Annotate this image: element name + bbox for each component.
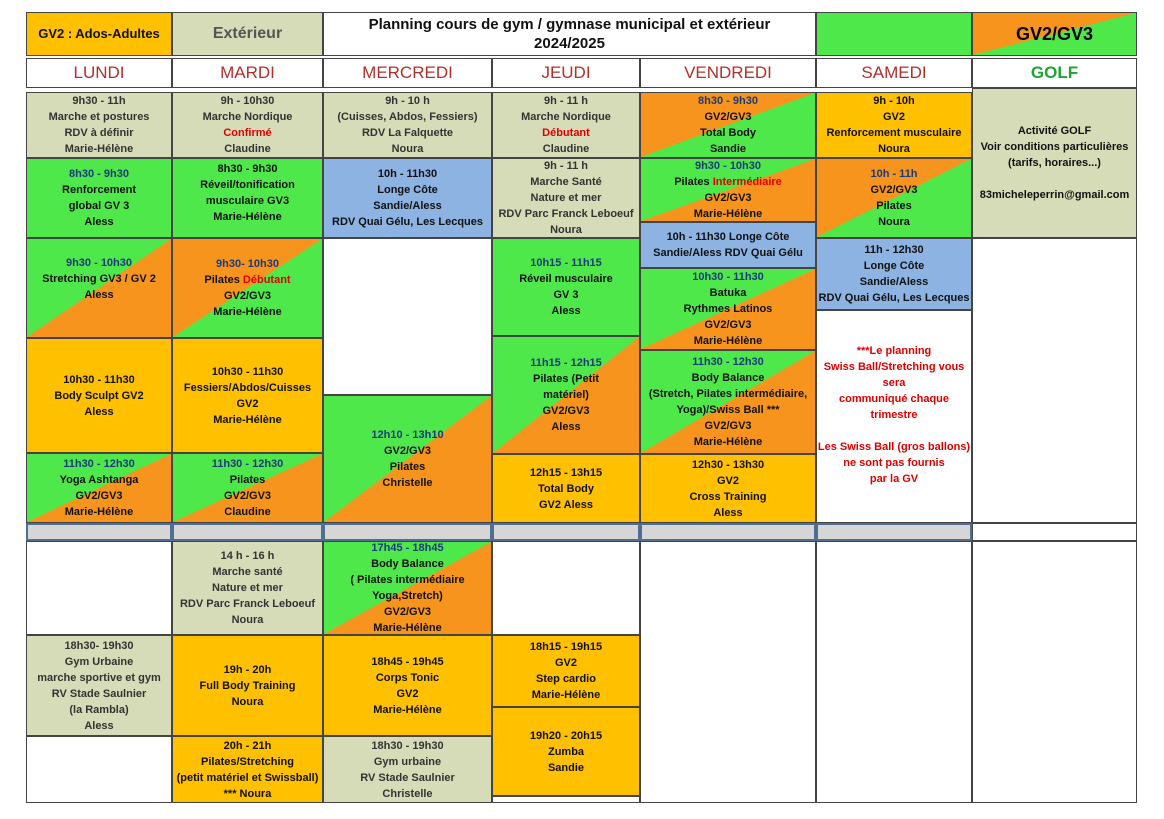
separator-mardi xyxy=(172,523,323,541)
exterieur-label: Extérieur xyxy=(172,12,323,56)
class-vendredi-batuka: 10h30 - 11h30 Batuka Rythmes Latinos GV2/GV3 Marie-Hélène xyxy=(640,268,816,350)
empty-lundi-late xyxy=(26,736,172,803)
class-mercredi-pilates: 12h10 - 13h10 GV2/GV3 Pilates Christelle xyxy=(323,395,492,523)
separator-mercredi xyxy=(323,523,492,541)
class-jeudi-zumba: 19h20 - 20h15 Zumba Sandie xyxy=(492,707,640,796)
golf-empty-column xyxy=(972,238,1137,523)
day-header-vendredi: VENDREDI xyxy=(640,58,816,88)
class-vendredi-cross-training: 12h30 - 13h30 GV2 Cross Training Aless xyxy=(640,454,816,523)
header-green-swatch xyxy=(816,12,972,56)
group-label: GV2 : Ados-Adultes xyxy=(26,12,172,56)
day-header-jeudi: JEUDI xyxy=(492,58,640,88)
class-mardi-pilates-stretching: 20h - 21h Pilates/Stretching (petit matériel et Swissball) *** Noura xyxy=(172,736,323,803)
class-mardi-marche-sante: 14 h - 16 h Marche santé Nature et mer RDV Parc Franck Leboeuf Noura xyxy=(172,541,323,635)
class-mercredi-gym-urbaine: 18h30 - 19h30 Gym urbaine RV Stade Saulnier Christelle xyxy=(323,736,492,803)
empty-golf-evening xyxy=(972,541,1137,803)
empty-vendredi-evening xyxy=(640,541,816,803)
class-samedi-longe-cote: 11h - 12h30 Longe Côte Sandie/Aless RDV Quai Gélu, Les Lecques xyxy=(816,238,972,310)
day-header-mercredi: MERCREDI xyxy=(323,58,492,88)
day-header-golf: GOLF xyxy=(972,58,1137,88)
golf-info: Activité GOLF Voir conditions particulières (tarifs, horaires...) 83micheleperrin@gmail.com xyxy=(972,88,1137,238)
class-vendredi-body-balance: 11h30 - 12h30 Body Balance (Stretch, Pilates intermédiaire, Yoga)/Swiss Ball *** GV2/GV3 Marie-Hélène xyxy=(640,350,816,454)
class-mercredi-body-balance: 17h45 - 18h45 Body Balance ( Pilates intermédiaire Yoga,Stretch) GV2/GV3 Marie-Hélène xyxy=(323,541,492,635)
class-mercredi-longe-cote: 10h - 11h30 Longe Côte Sandie/Aless RDV Quai Gélu, Les Lecques xyxy=(323,158,492,238)
class-mardi-marche-nordique: 9h - 10h30 Marche Nordique Confirmé Claudine xyxy=(172,92,323,158)
class-jeudi-reveil: 10h15 - 11h15 Réveil musculaire GV 3 Aless xyxy=(492,238,640,336)
day-header-mardi: MARDI xyxy=(172,58,323,88)
class-mercredi-cuisses: 9h - 10 h (Cuisses, Abdos, Fessiers) RDV La Falquette Noura xyxy=(323,92,492,158)
class-mardi-pilates-debutant: 9h30- 10h30 Pilates Débutant GV2/GV3 Marie-Hélène xyxy=(172,238,323,338)
class-lundi-body-sculpt: 10h30 - 11h30 Body Sculpt GV2 Aless xyxy=(26,338,172,453)
class-jeudi-total-body: 12h15 - 13h15 Total Body GV2 Aless xyxy=(492,454,640,523)
class-vendredi-total-body: 8h30 - 9h30 GV2/GV3 Total Body Sandie xyxy=(640,92,816,158)
day-header-lundi: LUNDI xyxy=(26,58,172,88)
empty-lundi-afternoon xyxy=(26,541,172,635)
empty-jeudi-afternoon xyxy=(492,541,640,635)
class-vendredi-longe-cote: 10h - 11h30 Longe Côte Sandie/Aless RDV Quai Gélu xyxy=(640,222,816,268)
day-header-samedi: SAMEDI xyxy=(816,58,972,88)
empty-mercredi-midmorning xyxy=(323,238,492,395)
class-lundi-stretching: 9h30 - 10h30 Stretching GV3 / GV 2 Aless xyxy=(26,238,172,338)
separator-golf xyxy=(972,523,1137,541)
class-mardi-full-body: 19h - 20h Full Body Training Noura xyxy=(172,635,323,736)
separator-vendredi xyxy=(640,523,816,541)
class-samedi-renforcement: 9h - 10h GV2 Renforcement musculaire Noura xyxy=(816,92,972,158)
separator-jeudi xyxy=(492,523,640,541)
class-vendredi-pilates-intermediaire: 9h30 - 10h30 Pilates Intermédiaire GV2/GV3 Marie-Hélène xyxy=(640,158,816,222)
class-lundi-yoga: 11h30 - 12h30 Yoga Ashtanga GV2/GV3 Marie-Hélène xyxy=(26,453,172,523)
class-jeudi-marche-nordique: 9h - 11 h Marche Nordique Débutant Claudine xyxy=(492,92,640,158)
class-mardi-pilates: 11h30 - 12h30 Pilates GV2/GV3 Claudine xyxy=(172,453,323,523)
class-lundi-renforcement: 8h30 - 9h30 Renforcement global GV 3 Aless xyxy=(26,158,172,238)
swiss-ball-note: ***Le planning Swiss Ball/Stretching vous sera communiqué chaque trimestre Les Swiss Ball (gros ballons) ne sont pas fournis par la GV xyxy=(816,310,972,523)
class-lundi-marche: 9h30 - 11h Marche et postures RDV à définir Marie-Hélène xyxy=(26,92,172,158)
page-title: Planning cours de gym / gymnase municipal et extérieur 2024/2025 xyxy=(323,12,816,56)
separator-samedi xyxy=(816,523,972,541)
class-lundi-gym-urbaine: 18h30- 19h30 Gym Urbaine marche sportive et gym RV Stade Saulnier (la Rambla) Aless xyxy=(26,635,172,736)
class-jeudi-marche-sante: 9h - 11 h Marche Santé Nature et mer RDV Parc Franck Leboeuf Noura xyxy=(492,158,640,238)
empty-jeudi-late xyxy=(492,796,640,803)
class-jeudi-step-cardio: 18h15 - 19h15 GV2 Step cardio Marie-Hélène xyxy=(492,635,640,707)
empty-samedi-evening xyxy=(816,541,972,803)
class-mardi-reveil: 8h30 - 9h30 Réveil/tonification musculaire GV3 Marie-Hélène xyxy=(172,158,323,238)
separator-lundi xyxy=(26,523,172,541)
class-mardi-fessiers: 10h30 - 11h30 Fessiers/Abdos/Cuisses GV2 Marie-Hélène xyxy=(172,338,323,453)
golf-email: 83micheleperrin@gmail.com xyxy=(979,189,1130,201)
class-jeudi-pilates: 11h15 - 12h15 Pilates (Petit matériel) GV2/GV3 Aless xyxy=(492,336,640,454)
gv-header: GV2/GV3 xyxy=(972,12,1137,56)
class-mercredi-corps-tonic: 18h45 - 19h45 Corps Tonic GV2 Marie-Hélène xyxy=(323,635,492,736)
class-samedi-pilates: 10h - 11h GV2/GV3 Pilates Noura xyxy=(816,158,972,238)
